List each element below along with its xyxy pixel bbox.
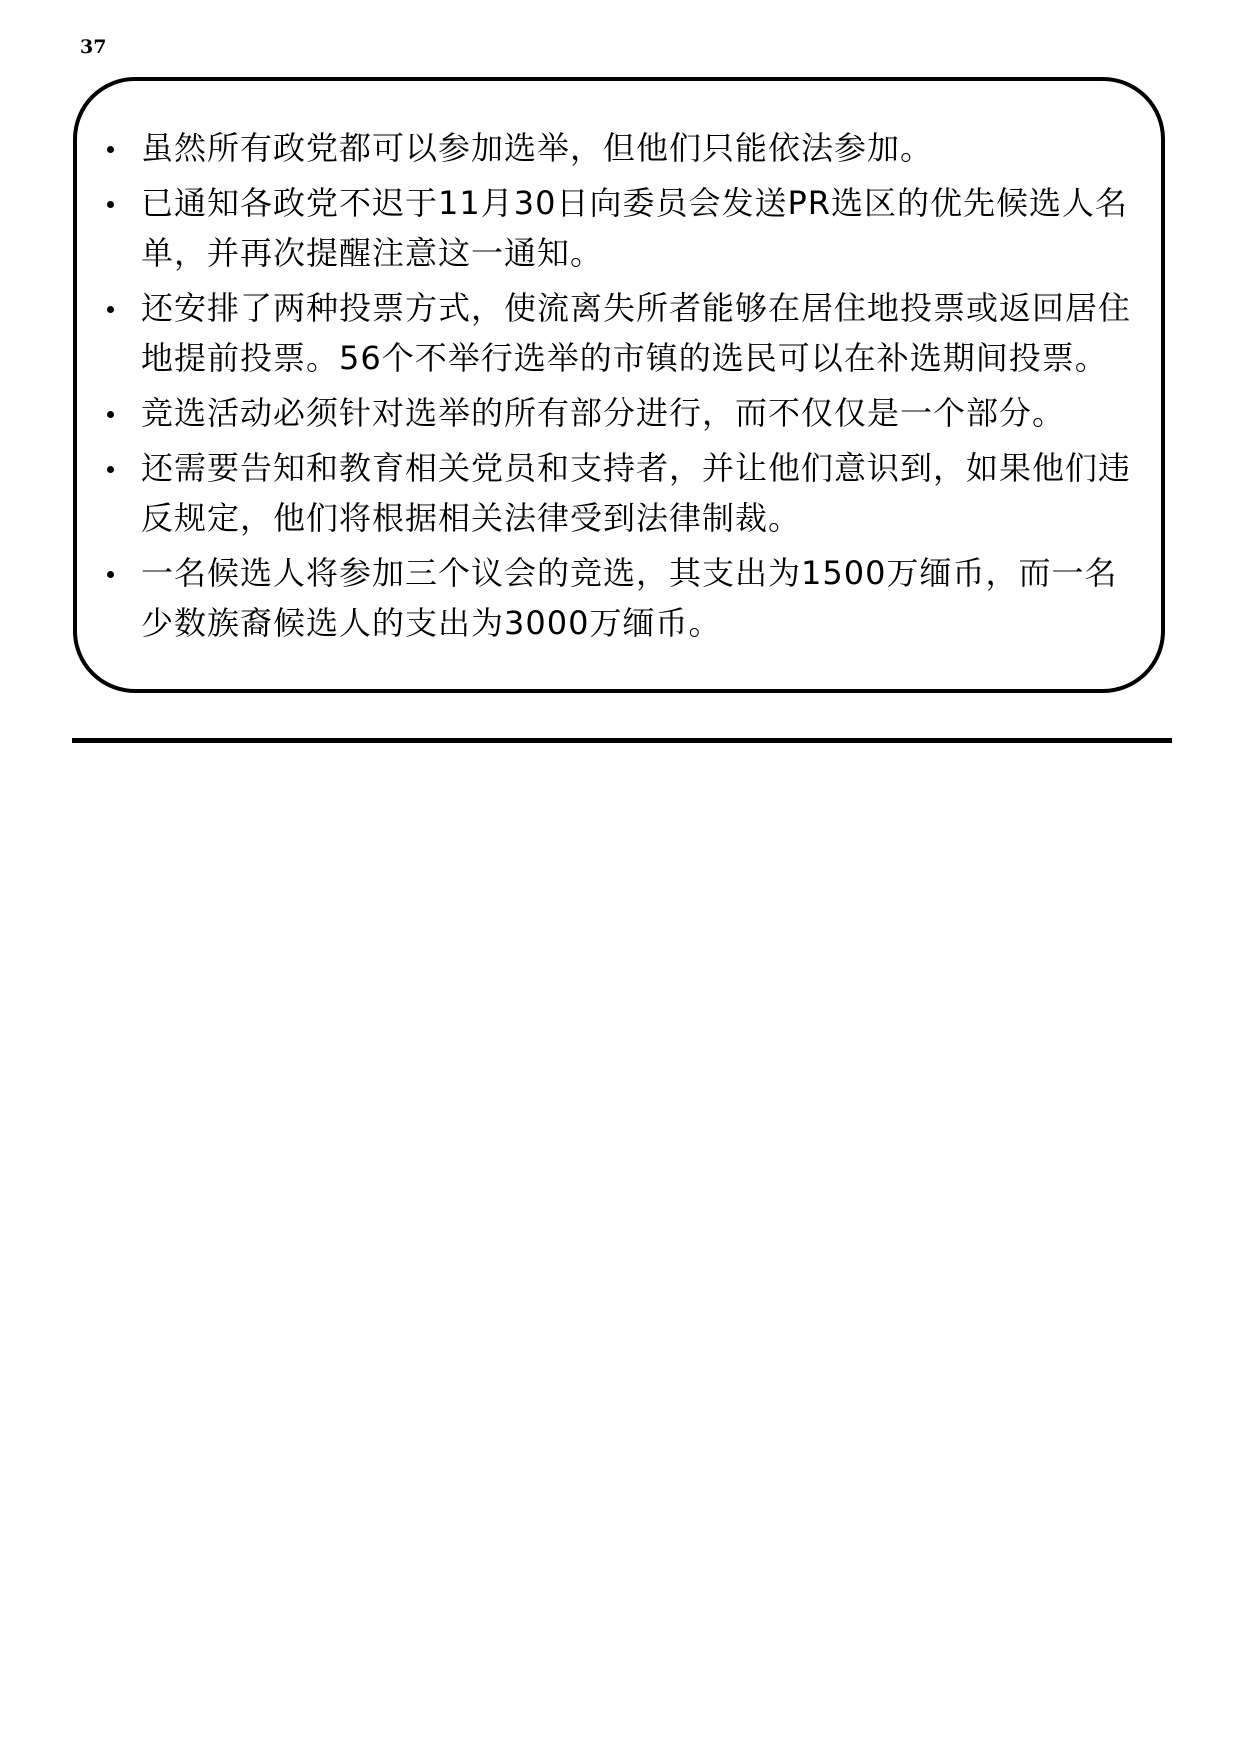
list-item-text: 虽然所有政党都可以参加选举，但他们只能依法参加。 — [141, 129, 934, 167]
bullet-list — [102, 123, 1135, 648]
list-item-text: 还安排了两种投票方式，使流离失所者能够在居住地投票或返回居住地提前投票。56个不举行选举的市镇的选民可以在补选期间投票。 — [141, 289, 1132, 377]
section-divider — [72, 738, 1172, 743]
list-item — [102, 443, 1135, 543]
list-item — [102, 123, 1135, 173]
list-item — [102, 283, 1135, 383]
list-item-text: 还需要告知和教育相关党员和支持者，并让他们意识到，如果他们违反规定，他们将根据相关法律受到法律制裁。 — [141, 449, 1132, 537]
bullet-icon — [107, 466, 114, 473]
list-item — [102, 388, 1135, 438]
bullet-icon — [107, 571, 114, 578]
list-item — [102, 548, 1135, 648]
list-item-text: 竞选活动必须针对选举的所有部分进行，而不仅仅是一个部分。 — [141, 394, 1066, 432]
list-item — [102, 178, 1135, 278]
list-item-text: 已通知各政党不迟于11月30日向委员会发送PR选区的优先候选人名单，并再次提醒注意这一通知。 — [141, 184, 1128, 272]
bullet-icon — [107, 306, 114, 313]
notice-box — [73, 77, 1165, 693]
bullet-icon — [107, 201, 114, 208]
list-item-text: 一名候选人将参加三个议会的竞选，其支出为1500万缅币，而一名少数族裔候选人的支出为3000万缅币。 — [141, 554, 1118, 642]
bullet-icon — [107, 411, 114, 418]
page-number: 37 — [80, 36, 107, 58]
bullet-icon — [107, 146, 114, 153]
